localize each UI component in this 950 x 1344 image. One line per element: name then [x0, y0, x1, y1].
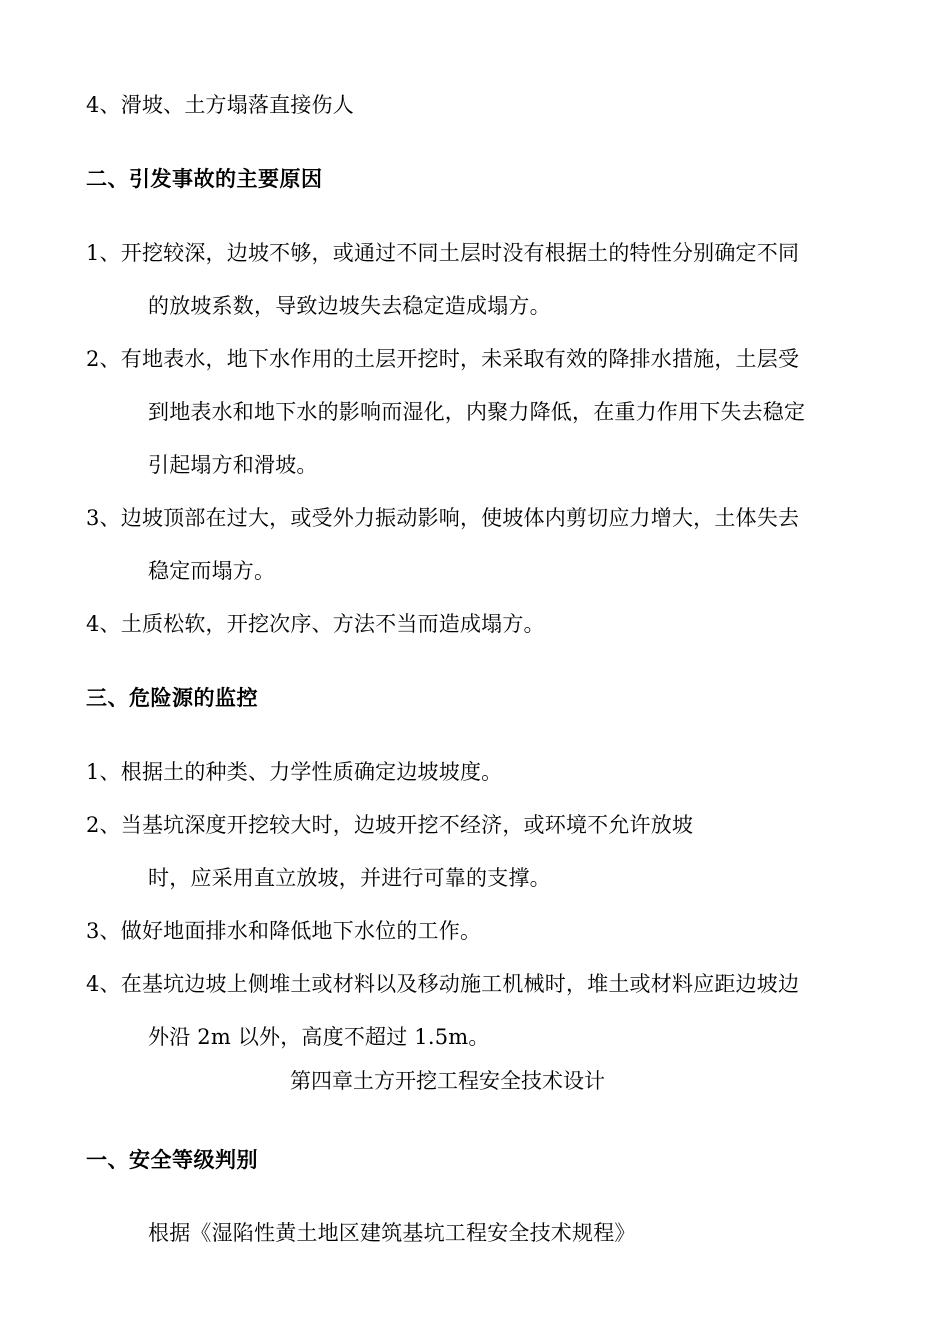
list-item: 2、当基坑深度开挖较大时，边坡开挖不经济，或环境不允许放坡: [86, 813, 694, 837]
list-item-continuation: 稳定而塌方。: [148, 559, 276, 583]
list-item-continuation: 的放坡系数，导致边坡失去稳定造成塌方。: [148, 294, 551, 318]
list-item: 4、滑坡、土方塌落直接伤人: [86, 93, 354, 117]
list-item: 4、土质松软，开挖次序、方法不当而造成塌方。: [86, 612, 545, 636]
section-heading: 二、引发事故的主要原因: [86, 167, 323, 191]
list-item: 3、边坡顶部在过大，或受外力振动影响，使坡体内剪切应力增大，土体失去: [86, 506, 800, 530]
list-item-continuation: 到地表水和地下水的影响而湿化，内聚力降低，在重力作用下失去稳定: [148, 400, 806, 424]
list-item: 1、开挖较深，边坡不够，或通过不同土层时没有根据土的特性分别确定不同: [86, 241, 800, 265]
list-item: 1、根据土的种类、力学性质确定边坡坡度。: [86, 760, 503, 784]
section-heading: 三、危险源的监控: [86, 686, 258, 710]
list-item-continuation: 时，应采用直立放坡，并进行可靠的支撑。: [148, 866, 551, 890]
paragraph: 根据《湿陷性黄土地区建筑基坑工程安全技术规程》: [148, 1221, 636, 1245]
section-heading: 一、安全等级判别: [86, 1148, 258, 1172]
list-item: 4、在基坑边坡上侧堆土或材料以及移动施工机械时，堆土或材料应距边坡边: [86, 972, 800, 996]
list-item: 3、做好地面排水和降低地下水位的工作。: [86, 919, 482, 943]
chapter-title: 第四章土方开挖工程安全技术设计: [290, 1069, 605, 1093]
list-item-continuation: 外沿 2m 以外，高度不超过 1.5m。: [148, 1025, 490, 1049]
list-item: 2、有地表水，地下水作用的土层开挖时，未采取有效的降排水措施，土层受: [86, 347, 800, 371]
list-item-continuation: 引起塌方和滑坡。: [148, 453, 318, 477]
